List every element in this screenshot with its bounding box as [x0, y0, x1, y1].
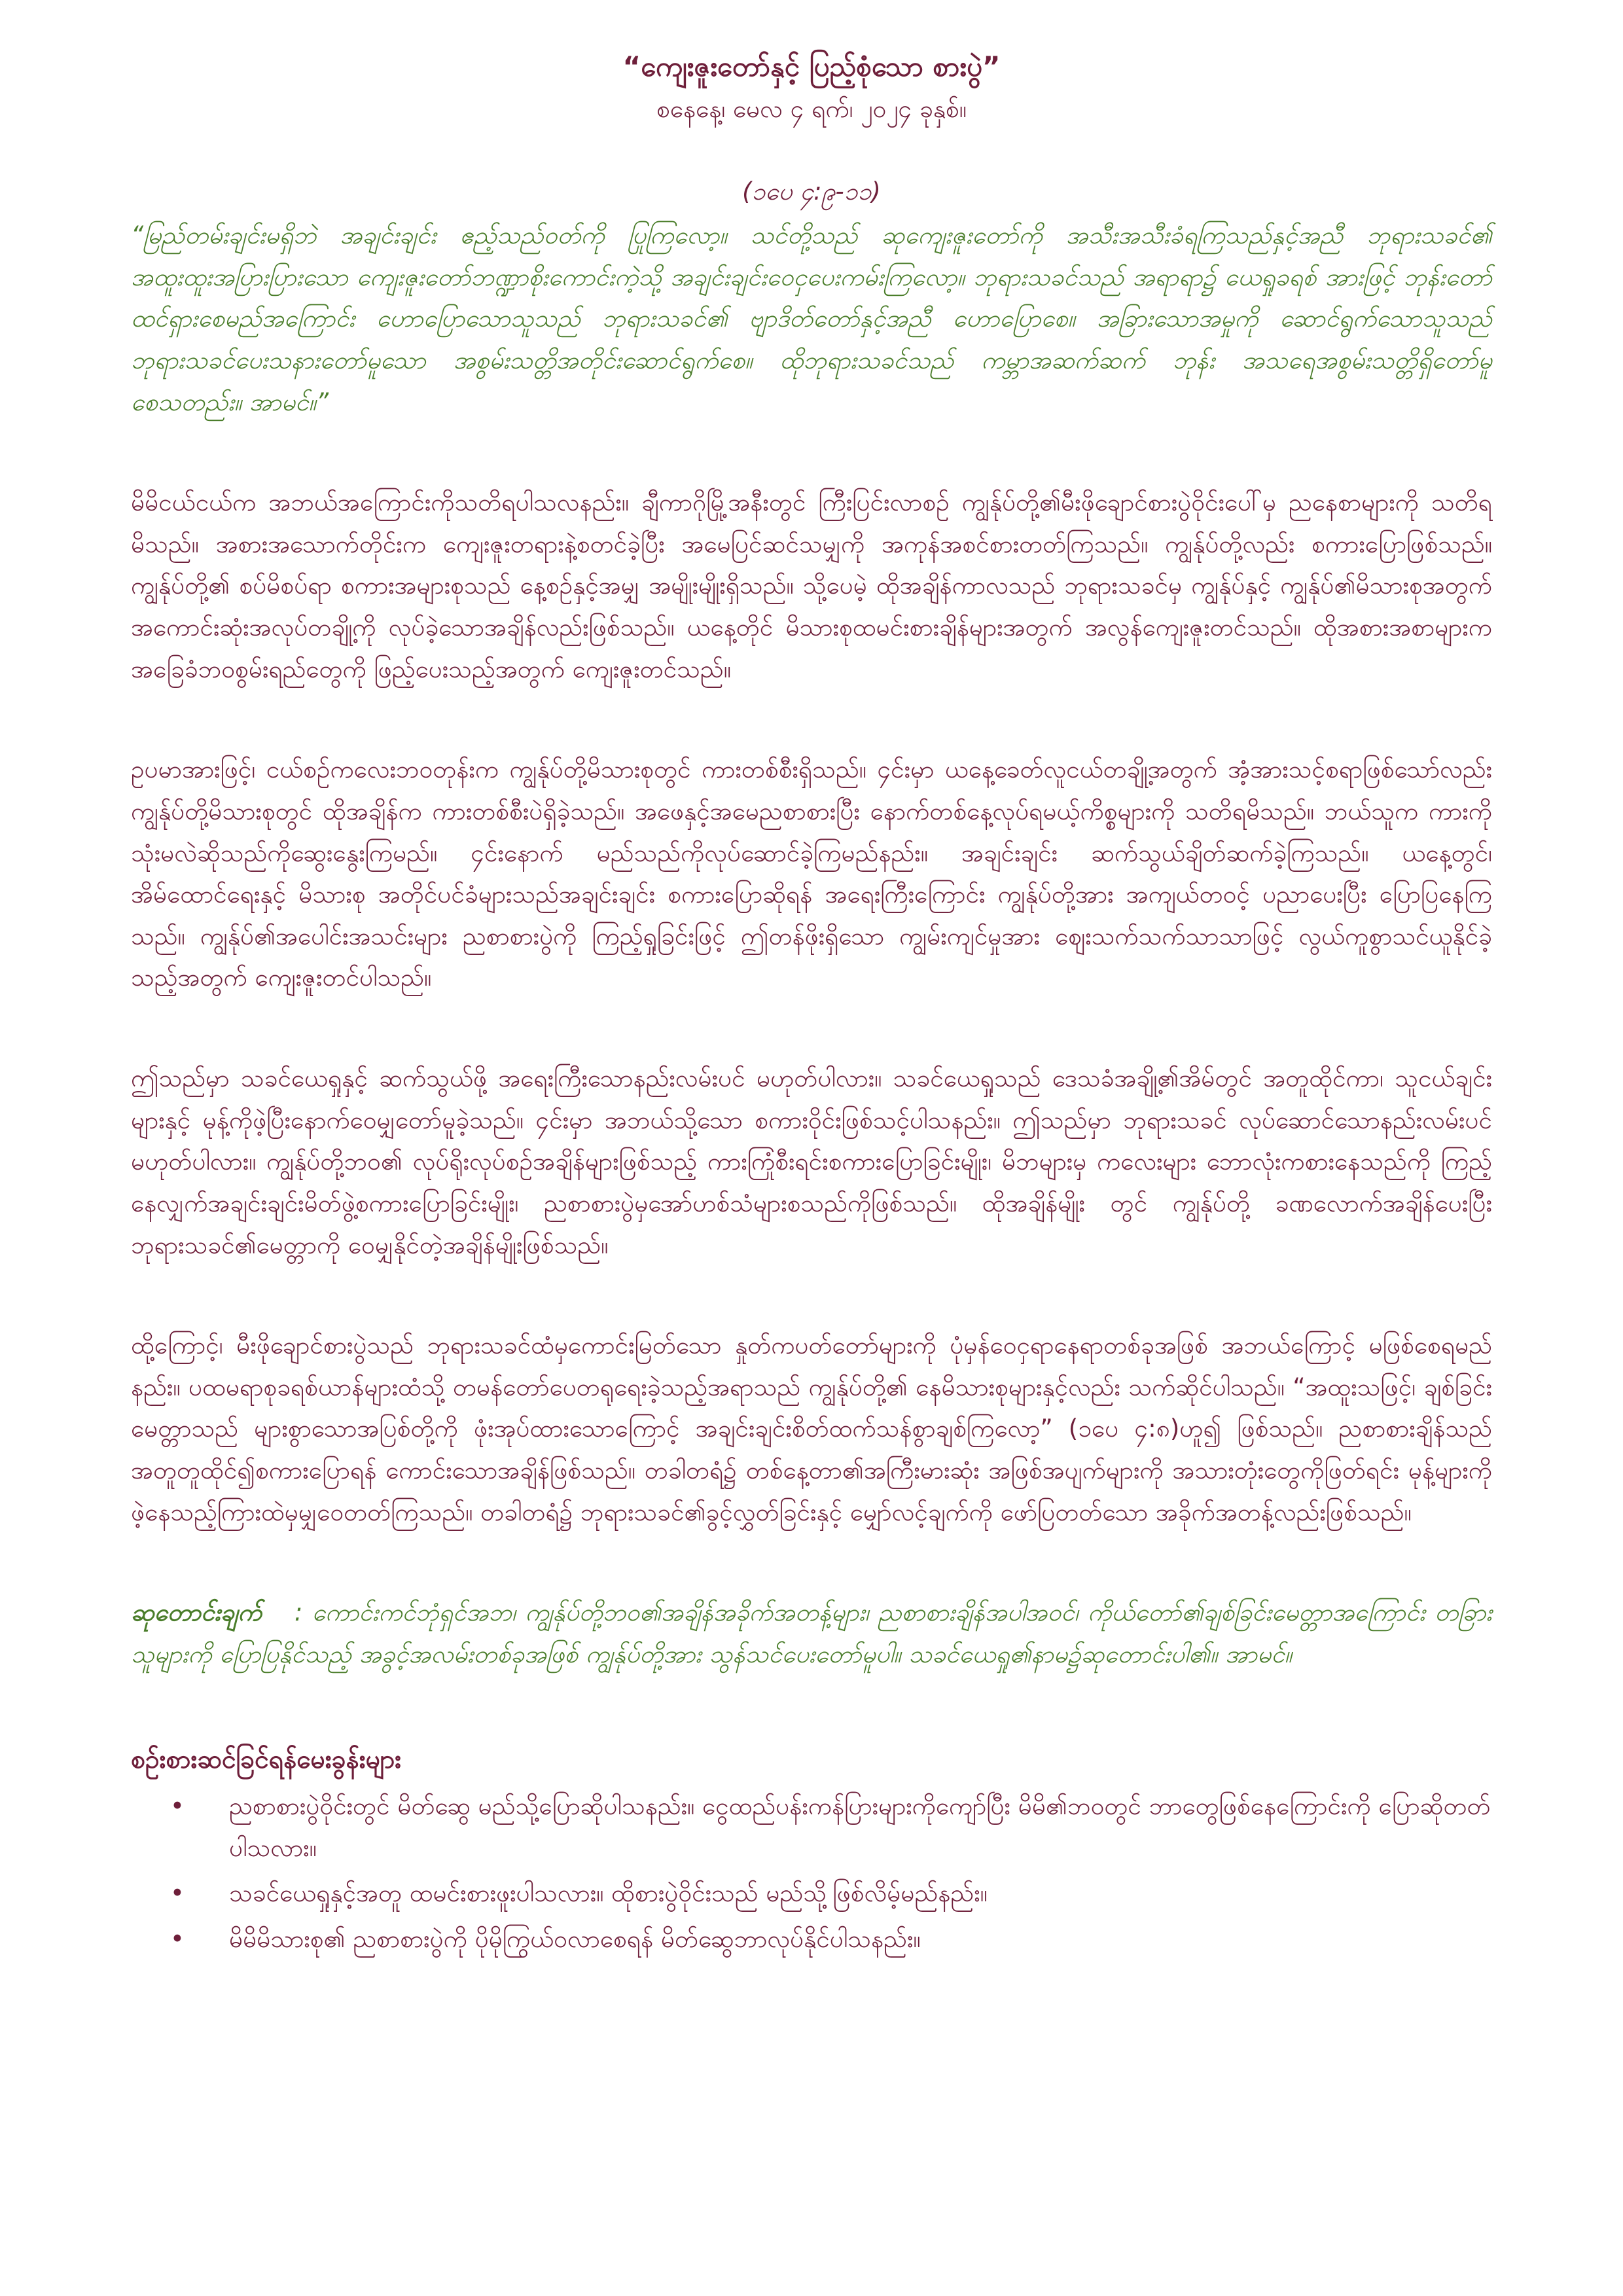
page-date: စနေနေ့၊ မေလ ၄ ရက်၊ ၂၀၂၄ ခုနှစ်။ [656, 95, 967, 123]
scripture-text: “မြည်တမ်းချင်းမရှိဘဲ အချင်းချင်း ဧည့်သည်ဝတ်ကို ပြုကြလော့။ သင်တို့သည် ဆုကျေးဇူးတော်ကို အသီးအသီးခံရကြသည်နှင့်အညီ ဘုရားသခင်၏ အထူးထူးအပြားပြားသော ကျေးဇူးတော်ဘဏ္ဍာစိုးကောင်းကဲ့သို့ အချင်းချင်းဝေငှပေးကမ်းကြလော့။ ဘုရားသခင်သည် အရာရာ၌ ယေရှုခရစ် အားဖြင့် ဘုန်းတော်ထင်ရှားစေမည်အကြောင်း ဟောပြောသောသူသည် ဘုရားသခင်၏ ဗျာဒိတ်တော်နှင့်အညီ ဟောပြောစေ။ အခြားသောအမှုကို ဆောင်ရွက်သောသူသည် ဘုရားသခင်ပေးသနားတော်မူသော အစွမ်းသတ္တိအတိုင်းဆောင်ရွက်စေ။ ထိုဘုရားသခင်သည် ကမ္ဘာအဆက်ဆက် ဘုန်း အသရေအစွမ်းသတ္တိရှိတော်မူစေသတည်း။ အာမင်။” [131, 221, 1492, 416]
question-text: သခင်ယေရှုနှင့်အတူ ထမင်းစားဖူးပါသလား။ ထိုစားပွဲဝိုင်းသည် မည်သို့ဖြစ်လိမ့်မည်နည်း။ [229, 1879, 988, 1908]
questions-list [131, 1785, 1492, 1960]
prayer-label: ဆုတောင်းချက် [131, 1598, 262, 1627]
question-text: မိမိမိသားစု၏ ညစာစားပွဲကို ပိုမိုကြွယ်ဝလာစေရန် မိတ်ဆွေဘာလုပ်နိုင်ပါသနည်း။ [229, 1924, 921, 1953]
prayer-text: : ကောင်းကင်ဘုံရှင်အဘ၊ ကျွန်ုပ်တို့ဘဝ၏အချိန်အခိုက်အတန့်များ၊ ညစာစားချိန်အပါအဝင်၊ ကိုယ်တော်၏ချစ်ခြင်းမေတ္တာအကြောင်း တခြားသူများကို ပြောပြနိုင်သည့် အခွင့်အလမ်းတစ်ခုအဖြစ် ကျွန်ုပ်တို့အား သွန်သင်ပေးတော်မူပါ။ သခင်ယေရှု၏နာမ၌ဆုတောင်းပါ၏။ အာမင်။ [131, 1598, 1492, 1668]
questions-heading: စဉ်းစားဆင်ခြင်ရန်မေးခွန်းများ [131, 1744, 402, 1774]
question-item [170, 1918, 1492, 1960]
question-item [170, 1873, 1492, 1914]
bullet-icon: • [170, 1924, 185, 1953]
body-paragraph-3: ဤသည်မှာ သခင်ယေရှုနှင့် ဆက်သွယ်ဖို့ အရေးကြီးသောနည်းလမ်းပင် မဟုတ်ပါလား။ သခင်ယေရှုသည် ဒေသခံအချို့၏အိမ်တွင် အတူထိုင်ကာ၊ သူငယ်ချင်းများနှင့် မုန့်ကိုဖဲ့ပြီးနောက်ဝေမျှတော်မူခဲ့သည်။ ၄င်းမှာ အဘယ်သို့သော စကားဝိုင်းဖြစ်သင့်ပါသနည်း။ ဤသည်မှာ ဘုရားသခင် လုပ်ဆောင်သောနည်းလမ်းပင် မဟုတ်ပါလား။ ကျွန်ုပ်တို့ဘဝ၏ လုပ်ရိုးလုပ်စဉ်အချိန်များဖြစ်သည့် ကားကြုံစီးရင်းစကားပြောခြင်းမျိုး၊ မိဘများမှ ကလေးများ ဘောလုံးကစားနေသည်ကို ကြည့်နေလျှက်အချင်းချင်းမိတ်ဖွဲ့စကားပြောခြင်းမျိုး၊ ညစာစားပွဲမှအော်ဟစ်သံများစသည်ကိုဖြစ်သည်။ ထိုအချိန်မျိုး တွင် ကျွန်ုပ်တို့ ခဏလောက်အချိန်ပေးပြီး ဘုရားသခင်၏မေတ္တာကို ဝေမျှနိုင်တဲ့အချိန်မျိုးဖြစ်သည်။ [131, 1064, 1492, 1259]
devotional-page [131, 46, 1492, 1964]
page-title: “ကျေးဇူးတော်နှင့် ပြည့်စုံသော စားပွဲ” [622, 50, 1001, 82]
bullet-icon: • [170, 1879, 185, 1908]
bullet-icon: • [170, 1792, 185, 1820]
scripture-reference: (၁ပေ ၄:၉-၁၁) [742, 177, 881, 206]
question-item [170, 1785, 1492, 1869]
question-text: ညစာစားပွဲဝိုင်းတွင် မိတ်ဆွေ မည်သို့ပြောဆိုပါသနည်း။ ငွေထည်ပန်းကန်ပြားများကိုကျော်ပြီး မိမိ၏ဘဝတွင် ဘာတွေဖြစ်နေကြောင်းကို ပြောဆိုတတ်ပါသလား။ [229, 1792, 1491, 1862]
body-paragraph-2: ဥပမာအားဖြင့်၊ ငယ်စဉ်ကလေးဘဝတုန်းက ကျွန်ုပ်တို့မိသားစုတွင် ကားတစ်စီးရှိသည်။ ၄င်းမှာ ယနေ့ခေတ်လူငယ်တချို့အတွက် အံ့အားသင့်စရာဖြစ်သော်လည်းကျွန်ုပ်တို့မိသားစုတွင် ထိုအချိန်က ကားတစ်စီးပဲရှိခဲ့သည်။ အဖေနှင့်အမေညစာစားပြီး နောက်တစ်နေ့လုပ်ရမယ့်ကိစ္စများကို သတိရမိသည်။ ဘယ်သူက ကားကိုသုံးမလဲဆိုသည်ကိုဆွေးနွေးကြမည်။ ၄င်းနောက် မည်သည်ကိုလုပ်ဆောင်ခဲ့ကြမည်နည်း။ အချင်းချင်း ဆက်သွယ်ချိတ်ဆက်ခဲ့ကြသည်။ ယနေ့တွင်၊ အိမ်ထောင်ရေးနှင့် မိသားစု အတိုင်ပင်ခံများသည်အချင်းချင်း စကားပြောဆိုရန် အရေးကြီးကြောင်း ကျွန်ုပ်တို့အား အကျယ်တဝင့် ပညာပေးပြီး ပြောပြနေကြသည်။ ကျွန်ုပ်၏အပေါင်းအသင်းများ ညစာစားပွဲကို ကြည့်ရှုခြင်းဖြင့် ဤတန်ဖိုးရှိသော ကျွမ်းကျင်မှုအား ဈေးသက်သက်သာသာဖြင့် လွယ်ကူစွာသင်ယူနိုင်ခဲ့သည့်အတွက် ကျေးဇူးတင်ပါသည်။ [131, 755, 1492, 992]
prayer-block [131, 1592, 1492, 1675]
body-paragraph-1: မိမိငယ်ငယ်က အဘယ်အကြောင်းကိုသတိရပါသလနည်း။ ချီကာဂိုမြို့အနီးတွင် ကြီးပြင်းလာစဉ် ကျွန်ုပ်တို့၏မီးဖိုချောင်စားပွဲဝိုင်းပေါ်မှ ညနေစာများကို သတိရမိသည်။ အစားအသောက်တိုင်းက ကျေးဇူးတရားနဲ့စတင်ခဲ့ပြီး အမေပြင်ဆင်သမျှကို အကုန်အစင်စားတတ်ကြသည်။ ကျွန်ုပ်တို့လည်း စကားပြောဖြစ်သည်။ ကျွန်ုပ်တို့၏ စပ်မိစပ်ရာ စကားအများစုသည် နေ့စဉ်နှင့်အမျှ အမျိုးမျိုးရှိသည်။ သို့ပေမဲ့ ထိုအချိန်ကာလသည် ဘုရားသခင်မှ ကျွန်ုပ်နှင့် ကျွန်ုပ်၏မိသားစုအတွက် အကောင်းဆုံးအလုပ်တချို့ကို လုပ်ခဲ့သောအချိန်လည်းဖြစ်သည်။ ယနေ့တိုင် မိသားစုထမင်းစားချိန်များအတွက် အလွန်ကျေးဇူးတင်သည်။ ထိုအစားအစာများက အခြေခံဘဝစွမ်းရည်တွေကို ဖြည့်ပေးသည့်အတွက် ကျေးဇူးတင်သည်။ [131, 488, 1492, 683]
body-paragraph-4: ထို့ကြောင့်၊ မီးဖိုချောင်စားပွဲသည် ဘုရားသခင်ထံမှကောင်းမြတ်သော နှုတ်ကပတ်တော်များကို ပုံမှန်ဝေငှရာနေရာတစ်ခုအဖြစ် အဘယ်ကြောင့် မဖြစ်စေရမည်နည်း။ ပထမရာစုခရစ်ယာန်များထံသို့ တမန်တော်ပေတရုရေးခဲ့သည့်အရာသည် ကျွန်ုပ်တို့၏ နေမိသားစုများနှင့်လည်း သက်ဆိုင်ပါသည်။ “အထူးသဖြင့်၊ ချစ်ခြင်းမေတ္တာသည် များစွာသောအပြစ်တို့ကို ဖုံးအုပ်ထားသောကြောင့် အချင်းချင်းစိတ်ထက်သန်စွာချစ်ကြလော့” (၁ပေ ၄:၈)ဟူ၍ ဖြစ်သည်။ ညစာစားချိန်သည် အတူတူထိုင်၍စကားပြောရန် ကောင်းသောအချိန်ဖြစ်သည်။ တခါတရံ၌ တစ်နေ့တာ၏အကြီးမားဆုံး အဖြစ်အပျက်များကို အသားတုံးတွေကိုဖြတ်ရင်း မုန့်များကိုဖဲ့နေသည့်ကြားထဲမှမျှဝေတတ်ကြသည်။ တခါတရံ၌ ဘုရားသခင်၏ခွင့်လွှတ်ခြင်းနှင့် မျှော်လင့်ချက်ကို ဖော်ပြတတ်သော အခိုက်အတန့်လည်းဖြစ်သည်။ [131, 1331, 1492, 1526]
